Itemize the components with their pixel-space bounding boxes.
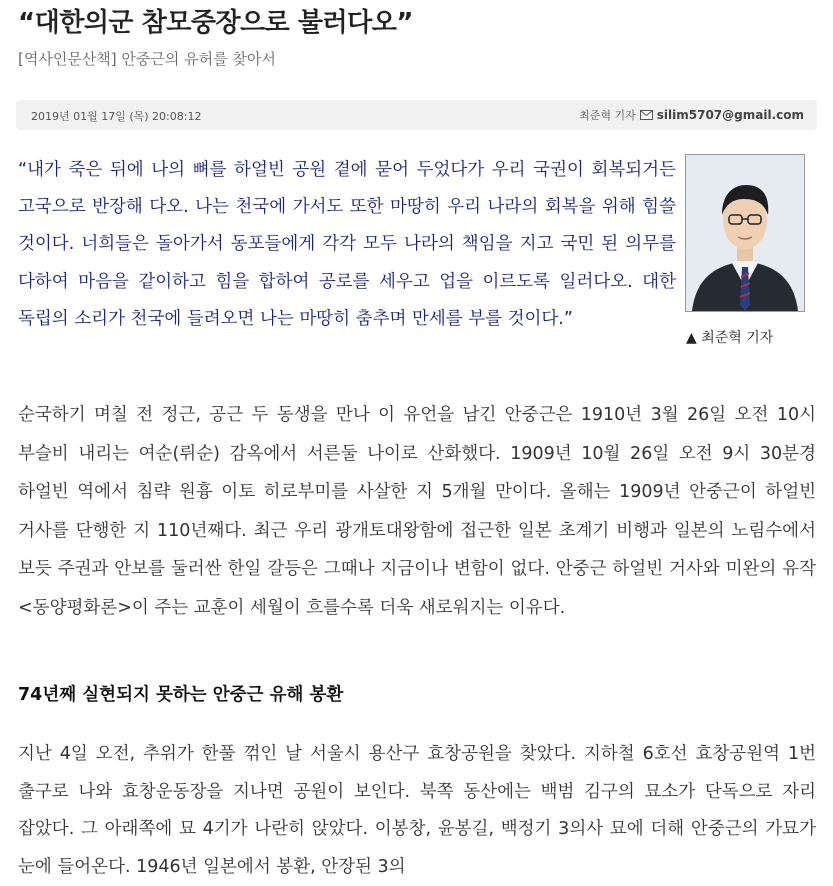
article-subtitle: [역사인문산책] 안중근의 유허를 찾아서	[18, 50, 276, 68]
article-title: “대한의군 참모중장으로 불러다오”	[18, 8, 413, 38]
quote-paragraph: “내가 죽은 뒤에 나의 뼈를 하얼빈 공원 곁에 묻어 두었다가 우리 국권이 회복되거든 고국으로 반장해 다오. 나는 천국에 가서도 또한 마땅히 우리 나라의 회복을 위해 힘쓸 것이다. 너희들은 돌아가서 동포들에게 각각 모두 나라의 책임을 지고 국민 된 의무를 다하여 마음을 같이하고 힘을 합하여 공로를 세우고 업을 이르도록 일러다오. 대한 독립의 소리가 천국에 들려오면 나는 마땅히 춤추며 만세를 부를 것이다.”	[18, 160, 676, 329]
mail-icon	[640, 110, 653, 120]
body-paragraph-2: 지난 4일 오전, 추위가 한풀 꺾인 날 서울시 용산구 효창공원을 찾았다. 지하철 6호선 효창공원역 1번 출구로 나와 효창운동장을 지나면 공원이 보인다. 북쪽 동산에는 백범 김구의 묘소가 단독으로 자리 잡았다. 그 아래쪽에 묘 4기가 나란히 앉았다. 이봉창, 윤봉길, 백정기 3의사 묘에 더해 안중근의 가묘가 눈에 들어온다. 1946년 일본에서 봉환, 안장된 3의	[18, 744, 816, 877]
reporter-email-link[interactable]: silim5707@gmail.com	[656, 108, 804, 122]
publish-date: 2019년 01월 17일 (목) 20:08:12	[31, 110, 202, 123]
photo-caption: ▲ 최준혁 기자	[686, 330, 774, 346]
reporter-name: 최준혁 기자	[579, 109, 636, 122]
section-heading: 74년째 실현되지 못하는 안중근 유해 봉환	[18, 685, 344, 705]
reporter-photo	[685, 154, 805, 312]
byline	[579, 107, 804, 123]
body-paragraph-1: 순국하기 며칠 전 정근, 공근 두 동생을 만나 이 유언을 남긴 안중근은 1910년 3월 26일 오전 10시 부슬비 내리는 여순(뤼순) 감옥에서 서른둘 나이로 산화했다. 1909년 10월 26일 오전 9시 30분경 하얼빈 역에서 침략 원흉 이토 히로부미를 사살한 지 5개월 만이다. 올해는 1909년 안중근이 하얼빈 거사를 단행한 지 110년째다. 최근 우리 광개토대왕함에 접근한 일본 초계기 비행과 일본의 노림수에서 보듯 주권과 안보를 둘러싼 한일 갈등은 그때나 지금이나 변함이 없다. 안중근 하얼빈 거사와 미완의 유작 <동양평화론>이 주는 교훈이 세월이 흐를수록 더욱 새로워지는 이유다.	[18, 405, 816, 618]
article-info-bar	[16, 100, 817, 130]
